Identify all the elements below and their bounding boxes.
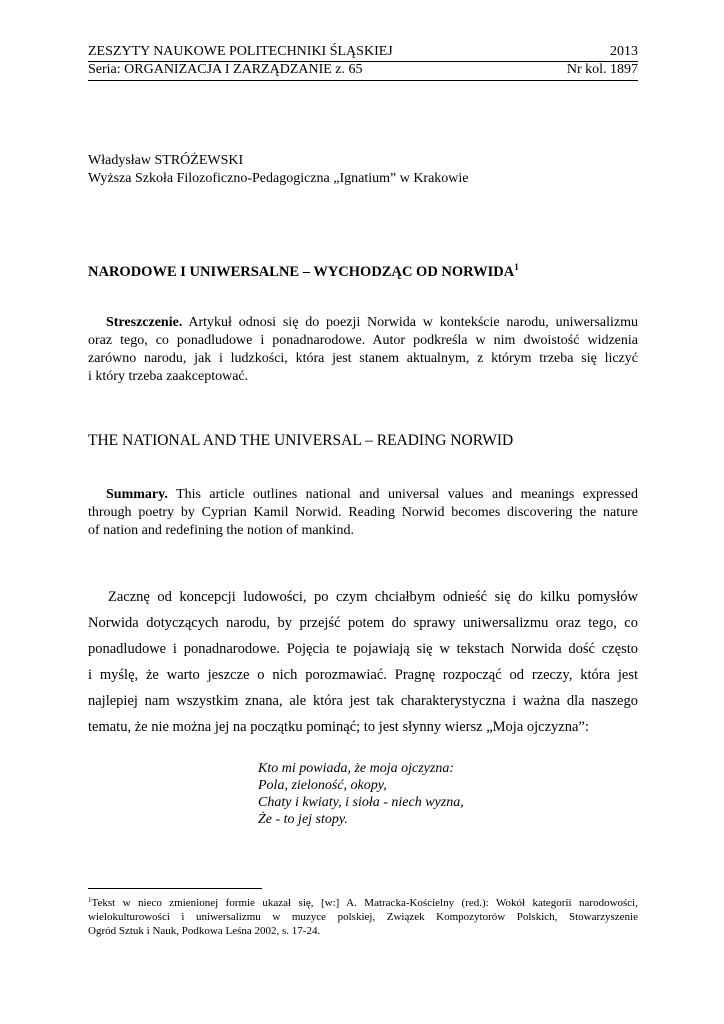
abstract-english-line: through poetry by Cyprian Kamil Norwid. Reading Norwid becomes discovering the nature bbox=[88, 505, 638, 520]
title-english: THE NATIONAL AND THE UNIVERSAL – READING NORWID bbox=[88, 432, 514, 449]
abstract-english-lead: Summary. bbox=[106, 487, 168, 502]
author-block bbox=[88, 152, 469, 188]
footnote-line: wielokulturowości i uniwersalizmu w muzyce polskiej, Związek Kompozytorów Polskich, Stowarzyszenie bbox=[88, 911, 638, 923]
body-line: Norwida dotyczących narodu, by przejść potem do sprawy uniwersalizmu oraz tego, co bbox=[88, 615, 638, 631]
running-header-line-2 bbox=[88, 62, 638, 78]
body-paragraph bbox=[88, 584, 638, 740]
abstract-polish bbox=[88, 314, 638, 386]
abstract-polish-lead: Streszczenie. bbox=[106, 315, 183, 330]
poem-quote bbox=[258, 760, 464, 828]
body-line: Zacznę od koncepcji ludowości, po czym chciałbym odnieść się do kilku pomysłów bbox=[108, 589, 638, 605]
footnote-line: Ogród Sztuk i Nauk, Podkowa Leśna 2002, s. 17-24. bbox=[88, 925, 321, 937]
poem-line: Kto mi powiada, że moja ojczyzna: bbox=[258, 761, 454, 776]
author-name: Władysław STRÓŻEWSKI bbox=[88, 153, 244, 168]
poem-line: Pola, zieloność, okopy, bbox=[258, 778, 387, 793]
body-line: ponadludowe i ponadnarodowe. Pojęcia te pojawiają się w tekstach Norwida dość często bbox=[88, 641, 638, 657]
journal-name: ZESZYTY NAUKOWE POLITECHNIKI ŚLĄSKIEJ bbox=[88, 44, 393, 59]
footnote-mark: 1 bbox=[88, 896, 92, 904]
abstract-english bbox=[88, 486, 638, 540]
abstract-english-line: Summary. This article outlines national and universal values and meanings expressed bbox=[106, 487, 638, 502]
poem-line: Że - to jej stopy. bbox=[258, 812, 348, 827]
abstract-english-line: of nation and redefining the notion of mankind. bbox=[88, 523, 354, 538]
body-line: najlepiej nam wszystkim znana, ale która jest tak charakterystyczna i ważna dla naszego bbox=[88, 693, 638, 709]
author-affiliation: Wyższa Szkoła Filozoficzno-Pedagogiczna „Ignatium” w Krakowie bbox=[88, 171, 469, 186]
abstract-polish-line: Streszczenie. Artykuł odnosi się do poezji Norwida w kontekście narodu, uniwersalizmu bbox=[106, 315, 638, 330]
body-line: i myślę, że warto jeszcze o nich porozmawiać. Pragnę rozpocząć od rzeczy, która jest bbox=[88, 667, 638, 683]
footnote bbox=[88, 893, 638, 938]
abstract-polish-line: oraz tego, co ponadludowe i ponadnarodowe. Autor podkreśla w nim dwoistość widzenia bbox=[88, 333, 638, 348]
journal-series: Seria: ORGANIZACJA I ZARZĄDZANIE z. 65 bbox=[88, 62, 363, 77]
title-footnote-mark[interactable]: 1 bbox=[514, 262, 519, 272]
abstract-polish-line: zarówno narodu, jak i ludzkości, która jest stanem aktualnym, z którym trzeba się liczyć bbox=[88, 351, 638, 366]
title-polish-text: NARODOWE I UNIWERSALNE – WYCHODZĄC OD NORWIDA bbox=[88, 264, 515, 280]
running-header-line-1 bbox=[88, 44, 638, 60]
poem-line: Chaty i kwiaty, i sioła - niech wyzna, bbox=[258, 795, 464, 810]
footnote-separator bbox=[88, 888, 262, 889]
abstract-polish-line: i który trzeba zaakceptować. bbox=[88, 369, 249, 384]
footnote-line: $^1$Tekst w nieco zmienionej formie ukazał się, [w:] A. Matracka-Kościelny (red.): Wokół kategorii narodowości, bbox=[88, 896, 638, 909]
journal-year: 2013 bbox=[610, 44, 638, 59]
journal-issue: Nr kol. 1897 bbox=[566, 62, 638, 77]
body-line: tematu, że nie można jej na początku pominąć; to jest słynny wiersz „Moja ojczyzna”: bbox=[88, 719, 589, 735]
header-rule-bottom bbox=[88, 80, 638, 81]
title-polish bbox=[88, 258, 519, 281]
